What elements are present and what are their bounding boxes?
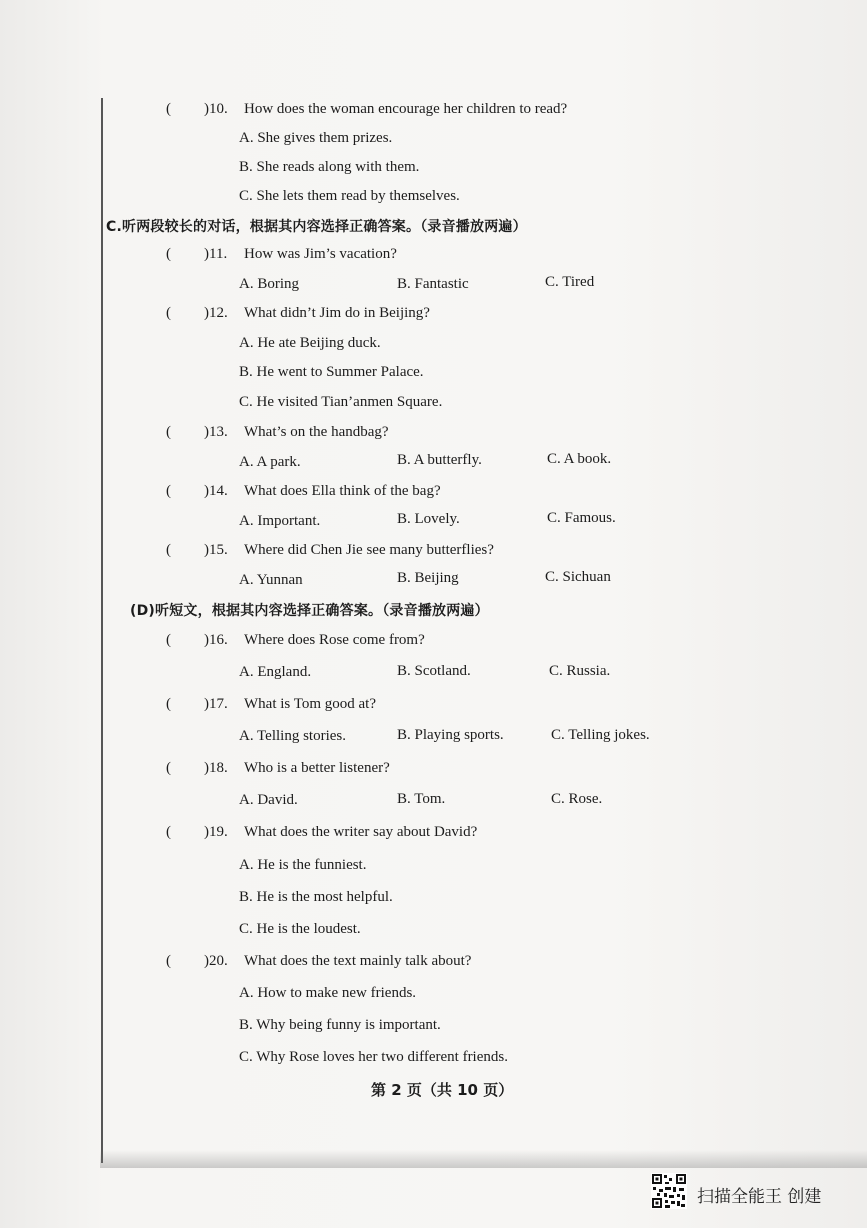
section-c-heading: C.听两段较长的对话，根据其内容选择正确答案。（录音播放两遍） [106, 219, 527, 235]
option-c: C. Telling jokes. [551, 727, 650, 743]
answer-bracket: ( [166, 542, 171, 558]
question-number: )11. [204, 246, 228, 262]
option-a: A. David. [239, 792, 298, 808]
option-c: C. A book. [547, 451, 612, 467]
question-text: Who is a better listener? [244, 760, 390, 776]
answer-bracket: ( [166, 101, 171, 117]
page-number: 第 2 页（共 10 页） [371, 1081, 514, 1099]
option-b: B. Beijing [397, 570, 459, 586]
option-c: C. Rose. [551, 791, 603, 807]
question-text: What does Ella think of the bag? [244, 483, 441, 499]
question-number: )15. [204, 542, 228, 558]
option-a: A. Important. [239, 513, 321, 529]
option-b: B. Playing sports. [397, 727, 504, 743]
answer-bracket: ( [166, 246, 171, 262]
question-text: What does the writer say about David? [244, 824, 478, 840]
option-b: B. She reads along with them. [239, 159, 420, 175]
question-number: )19. [204, 824, 228, 840]
question-text: Where did Chen Jie see many butterflies? [244, 542, 494, 558]
question-number: )17. [204, 696, 228, 712]
answer-bracket: ( [166, 953, 171, 969]
option-c: C. Russia. [549, 663, 611, 679]
scanner-watermark-text: 扫描全能王 创建 [697, 1187, 822, 1207]
question-number: )10. [204, 101, 228, 117]
section-d-heading: (D)听短文，根据其内容选择正确答案。（录音播放两遍） [130, 603, 489, 619]
option-b: B. A butterfly. [397, 452, 482, 468]
answer-bracket: ( [166, 760, 171, 776]
option-a: A. Telling stories. [239, 728, 346, 744]
option-b: B. Tom. [397, 791, 446, 807]
option-a: A. Yunnan [239, 572, 303, 588]
question-number: )12. [204, 305, 228, 321]
question-number: )13. [204, 424, 228, 440]
option-c: C. He is the loudest. [239, 921, 361, 937]
option-b: B. Lovely. [397, 511, 460, 527]
option-c: C. Sichuan [545, 569, 611, 585]
option-a: A. He ate Beijing duck. [239, 335, 381, 351]
answer-bracket: ( [166, 824, 171, 840]
question-number: )20. [204, 953, 228, 969]
option-b: B. Fantastic [397, 276, 469, 292]
question-text: What does the text mainly talk about? [244, 953, 472, 969]
question-text: What is Tom good at? [244, 696, 376, 712]
option-a: A. How to make new friends. [239, 985, 417, 1001]
option-a: A. England. [239, 664, 312, 680]
option-c: C. She lets them read by themselves. [239, 188, 460, 204]
question-text: How does the woman encourage her children to read? [244, 101, 568, 117]
question-text: What’s on the handbag? [244, 424, 389, 440]
answer-bracket: ( [166, 424, 171, 440]
option-b: B. Scotland. [397, 663, 471, 679]
option-a: A. Boring [239, 276, 299, 292]
qr-code-icon [651, 1173, 687, 1209]
option-b: B. He is the most helpful. [239, 889, 393, 905]
question-number: )16. [204, 632, 228, 648]
question-text: Where does Rose come from? [244, 632, 425, 648]
answer-bracket: ( [166, 632, 171, 648]
option-c: C. He visited Tian’anmen Square. [239, 394, 443, 410]
option-c: C. Tired [545, 274, 595, 290]
answer-bracket: ( [166, 483, 171, 499]
question-number: )14. [204, 483, 228, 499]
option-a: A. A park. [239, 454, 301, 470]
option-b: B. Why being funny is important. [239, 1017, 441, 1033]
answer-bracket: ( [166, 305, 171, 321]
option-b: B. He went to Summer Palace. [239, 364, 424, 380]
question-number: )18. [204, 760, 228, 776]
answer-bracket: ( [166, 696, 171, 712]
option-c: C. Why Rose loves her two different friends. [239, 1049, 508, 1065]
question-text: How was Jim’s vacation? [244, 246, 397, 262]
binding-line [101, 98, 103, 1163]
option-a: A. He is the funniest. [239, 857, 367, 873]
question-text: What didn’t Jim do in Beijing? [244, 305, 430, 321]
option-c: C. Famous. [547, 510, 616, 526]
option-a: A. She gives them prizes. [239, 130, 393, 146]
page-edge-shadow [100, 1150, 867, 1168]
